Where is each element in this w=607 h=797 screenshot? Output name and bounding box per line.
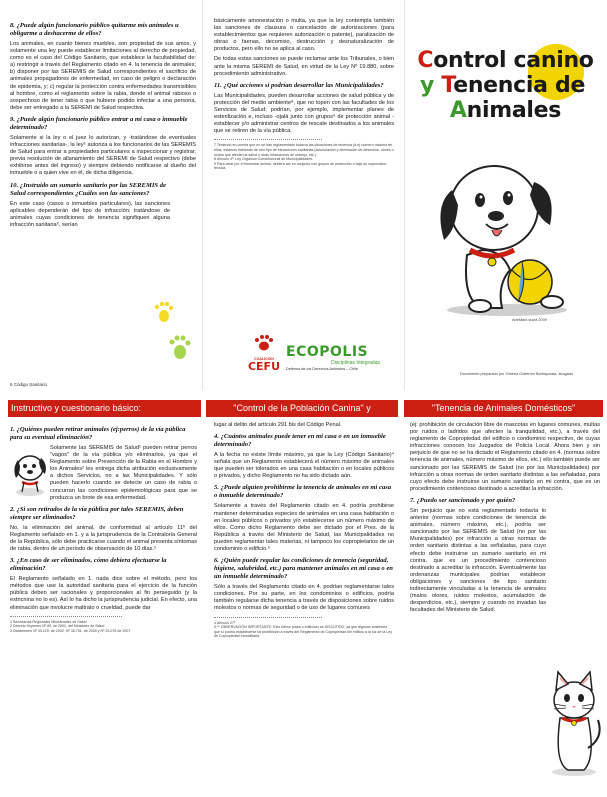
title-line-3: Animales	[449, 98, 562, 123]
answer-1: Solamente las SEREMIS de Salud¹ pueden retirar perros "vagos" de la vía pública y/o eliminarlos, ya que el Reglamento sobre Prevención de la Rabia en el Hombre y los Animales² les entrega dicha atribución exclusivamente a dichos Servicios, no a las Municipalidades. Y sólo pueden hacerlo cuando se detecte un caso de rabia o concurran las condiciones epidemiológicas para que se produzca un brote de esa enfermedad.	[50, 445, 197, 501]
question-10: 10. ¿Instruido un sumario sanitario por las SEREMIS de Salud correspondientes ¿Cuáles son las sanciones?	[10, 181, 166, 197]
cefu-logo: COALICIÓN CEFU	[244, 334, 284, 376]
top-middle-panel	[214, 18, 394, 378]
banner-left: Instructivo y cuestionario básico:	[8, 400, 201, 417]
question-2: 2. ¿Si son retirados de la vía pública por tales SEREMIS, deben siempre ser eliminados?	[10, 505, 184, 521]
footer-note: 6 Código Sanitario	[10, 382, 48, 387]
answer-11: Las Municipalidades, pueden desarrollar acciones de salud pública y de protección del medio ambiente⁸, que no topen con las facultades de los Servicios de Salud; podrían, por ejemplo, implementar planes de esterilización e, incluso -ojalá junto con grupos⁹ de protección animal - establecer y/o administrar centros de rescate destinados a los animales que se retiren de la vía pública.	[214, 92, 394, 135]
footnote-4: 4 Artículo 27º	[214, 620, 236, 625]
footnote-2: 2 Decreto Supremo Nº 89, de 2002, del Ministerio de Salud	[10, 624, 105, 629]
banner-middle: "Control de la Población Canina" y	[206, 400, 398, 417]
question-1: 1. ¿Quiénes pueden retirar animales (ej:perros) de la vía pública para su eventual eliminación?	[10, 426, 186, 441]
answer-6: Sólo a través del Reglamento citado en 4. podrían reglamentarse tales condiciones. Por su parte, en los condominios o edificios, podría también regularse dicha tenencia a través de disposiciones sobre ruidos molestos o normas de seguridad o de uso de lugares comunes	[214, 584, 394, 612]
paw-prints-icon	[150, 300, 200, 380]
ecopolis-tagline: Defensa de los Derechos Animales – Chile	[286, 367, 358, 371]
answer-6-continued: (ej: prohibición de circulación libre de mascotas en lugares comunes, multas por ruidos o ladridos que afecten la tranquilidad, etc.), a través del reglamento de Copropiedad del edificio o condominio respectivo, de cuyas infracciones conocen los Juzgados de Policía Local. Ahora bien y sin perjuicio de que no se ha dictado el Reglamento citado en 4. (normas sobre tenencia de animales, número máximo de ellos, etc.) ello también puede ser sancionado por las SEREMIS de Salud (no por las Municipalidades) por infracción a otras normas de orden sanitario distintas a las señaladas, para cuyo efecto debe instruirse un sumario sanitario en mi contra, que es un procedimiento contencioso destinado a acreditar la infracción.	[410, 422, 600, 492]
bottom-middle-panel	[214, 422, 394, 792]
footnote-divider	[214, 139, 322, 140]
footnote-8: 8 Artículo 4º. Ley Orgánica Constitucional de Municipalidades.	[214, 157, 313, 162]
answer-3: El Reglamento señalado en 1. nada dice sobre el método, pero los métodos que use la autoridad sanitaria para el ejercicio de la función pública deben ser racionales y proporcionales al fin perseguido (y la estricnina no lo es). Así lo ha dicho la jurisprudencia judicial. En efecto, una eliminación que involucre maltrato o crueldad, puede dar	[10, 576, 197, 611]
author-credit: Documento preparado por Ximena Gutiérrez Barbayolata, abogado	[460, 372, 574, 376]
small-dog-icon	[10, 448, 50, 498]
ecopolis-subtitle: Disciplinas Integradas	[331, 360, 380, 366]
footnote-5: 5 ** OBSERVACIÓN IMPORTANTE: Esto último (casa o edificios) es DISCUTIDO, ya que algunos sostienen que sí podría establecerse tal prohibición a través del Reglamento de Copropiedad del edificio a la luz de la Ley de Copropiedad Inmobiliaria.	[214, 625, 393, 639]
footnote-7: 7 Teniendo en cuenta que no se han reglamentado todavía las situaciones de tenencia (d.e) número máximo de ellos, estamos hablando de otro tipo de infracciones sanitarias (acumulación y eliminación de desechos, olores o ruidos que afecten la salud u otras infracciones de manejo, etc.)	[214, 143, 394, 157]
answer-4: A la fecha no existe límite máximo, ya que la Ley (Código Sanitario)⁴ señala que un Reglamento establecerá el número máximo de animales que pueden ser tolerados en una casa habitación o en locales públicos o privados, y dicho Reglamento no ha sido dictado aún.	[214, 452, 394, 480]
fold-line	[202, 0, 203, 390]
cover-title	[408, 40, 603, 135]
question-11: 11. ¿Qué acciones sí podrían desarrollar las Municipalidades?	[214, 81, 384, 89]
answer-2: No, la eliminación del animal, de conformidad al artículo 11º del Reglamento señalado en 1. y a la jurisprudencia de la Contraloría General de la República, sólo debe practicarse cuando el animal presenta síntomas de rabia, dentro de un período de observación de 10 días.³	[10, 524, 197, 553]
footnote-divider	[214, 617, 322, 618]
answer-10: En este caso (casos o inmuebles particulares), las sanciones aplicables dependerán del tipo de infracción; tratándose de animales cuyas condiciones de tenencia signifiquen alguna infracción sanitaria⁶, serían	[10, 200, 170, 228]
question-5: 5. ¿Puede alguien prohibirme la tenencia de animales en mi casa o inmueble determinado?	[214, 484, 392, 500]
cartoon-cat-illustration	[546, 668, 604, 778]
answer-8: Los animales, en cuanto bienes muebles, son propiedad de sus amos, y solamente una ley puede establecer limitaciones al derecho de propiedad, como es el caso del Código Sanitario, que establece la facultabilidad de: a) restringir a través del Reglamento citado en 4. la tenencia de animales; b) disponer por las SEREMIS de Salud correspondientes el sacrificio de animales propagadores de enfermedad, en caso de peligro o declaración de epidemia, y; c) regular la protección contra enfermedades transmisibles al hombre, como el reglamento sobre la rabia, donde el animal rabioso o sospechoso de tener rabia o que hubiere podido infectar a una persona, debe ser entregado a la SEREMI de Salud respectiva.	[10, 41, 196, 111]
ecopolis-wordmark: ECOPOLIS	[286, 344, 369, 360]
paw-logo-icon	[253, 334, 275, 352]
artist-credit: ArteMark suiza 2009	[512, 318, 547, 322]
footnote-1: 1 Secretarías Regionales Ministeriales de Salud	[10, 619, 87, 624]
footnote-9: 9 Para velar por el bienestar animal, debiera ser en conjunto con grupos de protección o bajo su supervisión técnica.	[214, 161, 387, 171]
question-3: 3. ¿En caso de ser eliminados, cómo debiera efectuarse la eliminación?	[10, 557, 167, 573]
banner-right: "Tenencia de Animales Domésticos"	[404, 400, 603, 417]
cefu-wordmark: CEFU	[247, 360, 281, 373]
ecopolis-logo	[286, 344, 390, 371]
question-9: 9. ¿Puede algún funcionario público entrar a mi casa o inmueble determinado?	[10, 115, 188, 131]
fold-line	[404, 0, 405, 390]
footnote-3: 3 Dictámenes Nº 33.120, de 2002, Nº 38.751, de 2005 y Nº 23.078 de 2007	[10, 628, 131, 633]
answer-9: Solamente si la ley o el juez lo autorizan, y -tratándose de eventuales infracciones sanitarias-, la ley⁵ autoriza a los funcionarios de las SEREMIS de Salud para entrar a propiedades particulares a inspeccionar y registrar, previa resolución de allanamiento del SEREMI de Salud respectivo (debe exhibirse antes del ingreso) y siempre debiendo notificarse al dueño del inmueble o a quien vive en él, de dicha diligencia.	[10, 134, 196, 177]
title-line-1: Control canino	[417, 48, 594, 73]
question-6: 6. ¿Quién puede regular las condiciones de tenencia (seguridad, higiene, salubridad, etc.) para mantener animales en mi casa o en un inmueble determinado?	[214, 557, 393, 581]
answer-7: Sin perjuicio que no está reglamentado todavía lo anterior (normas sobre condiciones de tenencia de animales, número máximo, etc.), podría ser sancionado por las SEREMIS de Salud (no por las Municipalidades) por infracción a otras normas de orden sanitario distintas a las señaladas, para cuyo efecto debe instruirse un sumario sanitario en mi contra, que es un procedimiento contencioso destinado a acreditar la infracción. Eventualmente las ordenanzas municipales podrían establecer obligaciones y sanciones de tipo sanitario indirectamente vinculadas a la tenencia de animales (malos olores, ruidos molestos, acumulación de desperdicios, etc.), siempre y cuando no invadan las facultades del Ministerio de Salud.	[410, 507, 546, 614]
cartoon-dog-illustration	[422, 150, 592, 325]
answer-3-continued: lugar al delito del artículo 291 bis del Código Penal.	[214, 422, 342, 428]
answer-10-reclamo: De todas estas sanciones se puede reclamar ante los Tribunales, o bien ante la misma SEREMI de Salud, en virtud de la Ley Nº 19.880, sobre procedimiento administrativo.	[214, 56, 394, 77]
answer-10-continued: básicamente amonestación o multa, ya que la ley contempla también las sanciones de clausura o cancelación de autorizaciones (para establecimientos que requieren autorización o patente), paralización de obras o faenas, decomiso, destrucción y desnaturalización de productos, pero ello no se aplica al caso.	[214, 18, 394, 53]
question-8: 8. ¿Puede algún funcionario público quitarme mis animales u obligarme a deshacerme de ellos?	[10, 22, 179, 37]
question-7: 7. ¿Puedo ser sancionado y por quién?	[410, 496, 516, 504]
answer-5: Solamente a través del Reglamento citado en 4. podría prohibirse mantener determinadas especies de animales en una casa habitación o en locales públicos o privados y/o establecerse un número máximo de ellos. Como dicho Reglamento debe ser dictado por el Pres. de la República a través del Ministerio de Salud, las Municipalidades no pueden reglamentar tales materias, ni tampoco los copropietarios de un condominio o edificio.⁵	[214, 503, 394, 553]
question-4: 4. ¿Cuántos animales puede tener en mi casa o en un inmueble determinado?	[214, 433, 386, 449]
footnote-divider	[10, 616, 122, 617]
title-line-2: y Tenencia de	[420, 73, 586, 98]
